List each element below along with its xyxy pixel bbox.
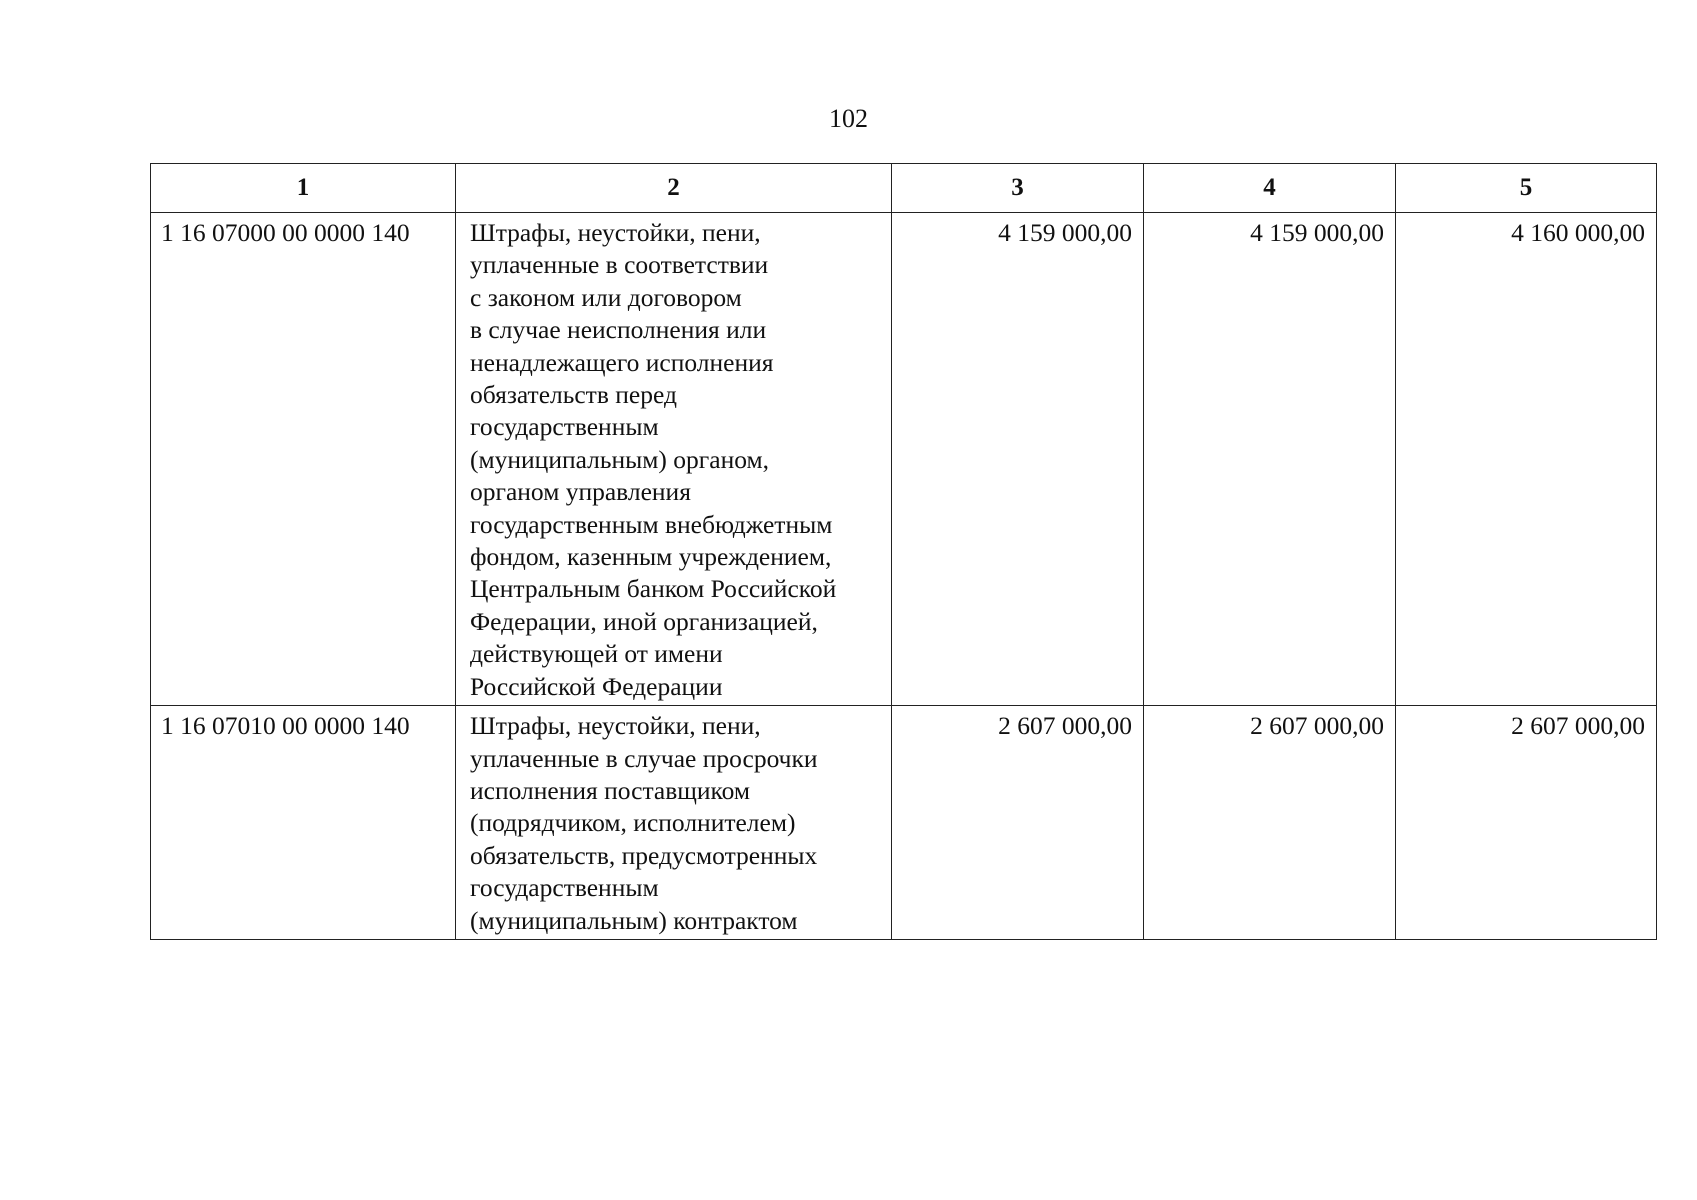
description-line: государственным [470,412,659,442]
column-header-2: 2 [456,164,892,213]
amount-col3-cell: 4 159 000,00 [892,213,1144,706]
description-line: действующей от имени [470,639,723,669]
description-line: государственным внебюджетным [470,509,833,539]
description-line: Российской Федерации [470,671,723,701]
amount-col5-cell: 2 607 000,00 [1396,706,1657,940]
description-line: в случае неисполнения или [470,315,767,345]
description-line: уплаченные в случае просрочки [470,743,818,773]
budget-code-cell: 1 16 07010 00 0000 140 [151,706,456,940]
budget-table [150,163,1657,940]
description-line: Штрафы, неустойки, пени, [470,218,761,247]
description-line: Центральным банком Российской [470,574,837,604]
table-row [151,213,1657,706]
amount-col4-cell: 4 159 000,00 [1144,213,1396,706]
table-row [151,706,1657,940]
description-cell [456,706,892,940]
column-header-4: 4 [1144,164,1396,213]
column-header-1: 1 [151,164,456,213]
description-line: ненадлежащего исполнения [470,347,774,377]
description-line: обязательств перед [470,380,677,410]
description-line: с законом или договором [470,282,742,312]
description-line: уплаченные в соответствии [470,250,769,280]
budget-code-cell: 1 16 07000 00 0000 140 [151,213,456,706]
amount-col5-cell: 4 160 000,00 [1396,213,1657,706]
description-line: исполнения поставщиком [470,775,751,805]
description-line: (муниципальным) органом, [470,444,769,474]
description-line: обязательств, предусмотренных [470,840,818,870]
description-line: фондом, казенным учреждением, [470,542,832,572]
page-number: 102 [829,104,868,133]
description-line: (муниципальным) контрактом [470,905,798,935]
column-header-5: 5 [1396,164,1657,213]
description-line: государственным [470,873,659,903]
description-line: (подрядчиком, исполнителем) [470,808,796,838]
amount-col3-cell: 2 607 000,00 [892,706,1144,940]
column-header-3: 3 [892,164,1144,213]
table-header-row [151,164,1657,213]
description-cell [456,213,892,706]
amount-col4-cell: 2 607 000,00 [1144,706,1396,940]
description-line: Федерации, иной организацией, [470,606,818,636]
description-line: Штрафы, неустойки, пени, [470,711,761,741]
description-line: органом управления [470,477,691,507]
